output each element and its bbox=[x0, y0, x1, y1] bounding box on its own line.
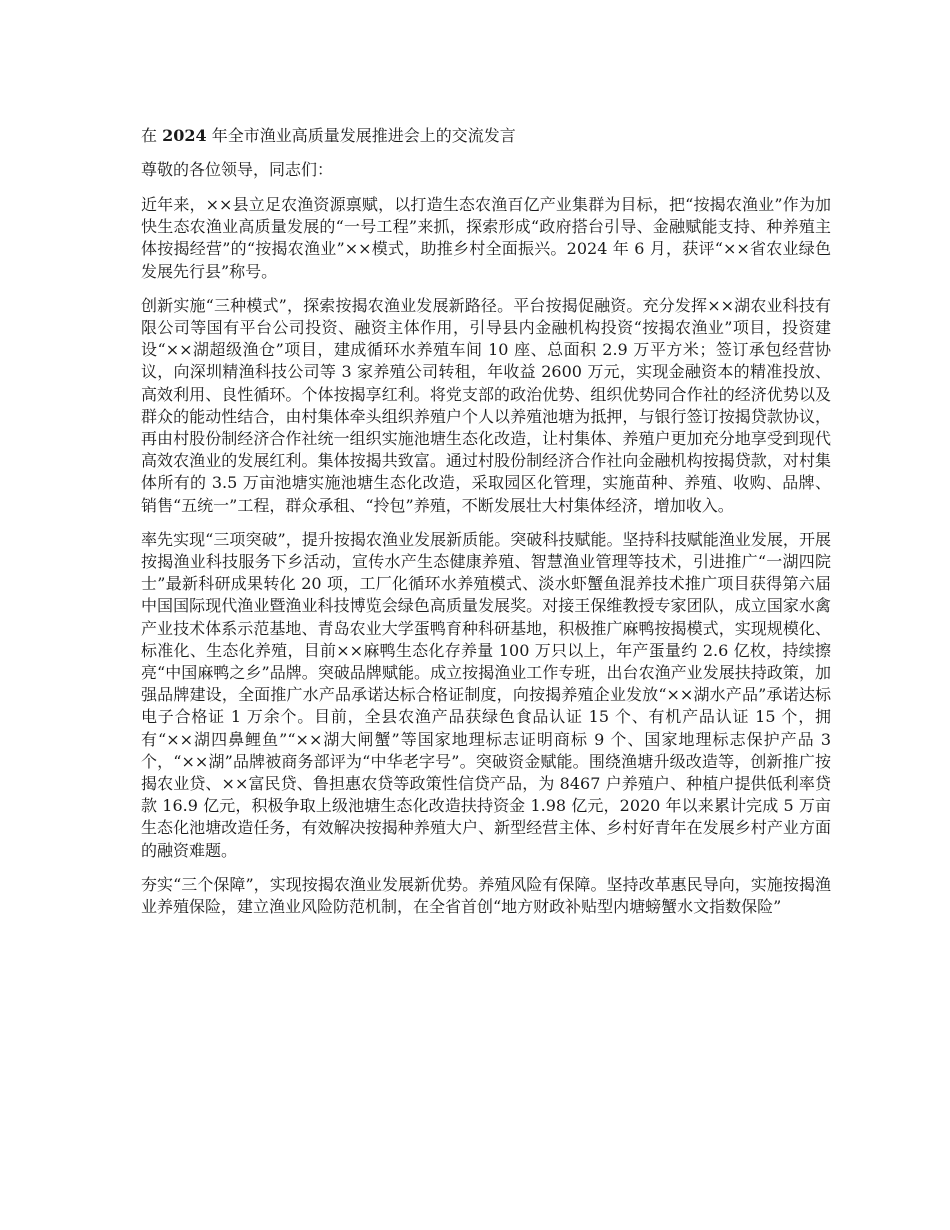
title-year: 2024 bbox=[162, 126, 207, 145]
paragraph-three-breakthroughs: 率先实现“三项突破”，提升按揭农渔业发展新质能。突破科技赋能。坚持科技赋能渔业发展，开展按揭渔业科技服务下乡活动，宣传水产生态健康养殖、智慧渔业管理等技术，引进推广“一湖四院士”最新科研成果转化 20 项，工厂化循环水养殖模式、淡水虾蟹鱼混养技术推广项目获得第六届中国国际现代渔业暨渔业科技博览会绿色高质量发展奖。对接王保维教授专家团队，成立国家水禽产业技术体系示范基地、青岛农业大学蛋鸭育种科研基地，积极推广麻鸭按揭模式，实现规模化、标准化、生态化养殖，目前××麻鸭生态化存养量 100 万只以上，年产蛋量约 2.6 亿枚，持续擦亮“中国麻鸭之乡”品牌。突破品牌赋能。成立按揭渔业工作专班，出台农渔产业发展扶持政策，加强品牌建设，全面推广水产品承诺达标合格证制度，向按揭养殖企业发放“××湖水产品”承诺达标电子合格证 1 万余个。目前，全县农渔产品获绿色食品认证 15 个、有机产品认证 15 个，拥有“××湖四鼻鲤鱼”“××湖大闸蟹”等国家地理标志证明商标 9 个、国家地理标志保护产品 3 个，“××湖”品牌被商务部评为“中华老字号”。突破资金赋能。围绕渔塘升级改造等，创新推广按揭农业贷、××富民贷、鲁担惠农贷等政策性信贷产品，为 8467 户养殖户、种植户提供低利率贷款 16.9 亿元，积极争取上级池塘生态化改造扶持资金 1.98 亿元，2020 年以来累计完成 5 万亩生态化池塘改造任务，有效解决按揭种养殖大户、新型经营主体、乡村好青年在发展乡村产业方面的融资难题。 bbox=[141, 529, 831, 860]
title-suffix: 年全市渔业高质量发展推进会上的交流发言 bbox=[211, 126, 516, 145]
paragraph-three-guarantees: 夯实“三个保障”，实现按揭农渔业发展新优势。养殖风险有保障。坚持改革惠民导向，实施按揭渔业养殖保险，建立渔业风险防范机制，在全省首创“地方财政补贴型内塘螃蟹水文指数保险” bbox=[141, 874, 831, 917]
paragraph-three-models: 创新实施“三种模式”，探索按揭农渔业发展新路径。平台按揭促融资。充分发挥××湖农业科技有限公司等国有平台公司投资、融资主体作用，引导县内金融机构投资“按揭农渔业”项目，投资建设“××湖超级渔仓”项目，建成循环水养殖车间 10 座、总面积 2.9 万平方米；签订承包经营协议，向深圳精渔科技公司等 3 家养殖公司转租，年收益 2600 万元，实现金融资本的精准投放、高效利用、良性循环。个体按揭享红利。将党支部的政治优势、组织优势同合作社的经济优势以及群众的能动性结合，由村集体牵头组织养殖户个人以养殖池塘为抵押，与银行签订按揭贷款协议，再由村股份制经济合作社统一组织实施池塘生态化改造，让村集体、养殖户更加充分地享受到现代高效农渔业的发展红利。集体按揭共致富。通过村股份制经济合作社向金融机构按揭贷款，对村集体所有的 3.5 万亩池塘实施池塘生态化改造，采取园区化管理，实施苗种、养殖、收购、品牌、销售“五统一”工程，群众承租、“拎包”养殖，不断发展壮大村集体经济，增加收入。 bbox=[141, 295, 831, 515]
document-page bbox=[141, 122, 831, 930]
greeting: 尊敬的各位领导，同志们： bbox=[141, 160, 334, 179]
title-prefix: 在 bbox=[141, 126, 158, 145]
paragraph-intro: 近年来，××县立足农渔资源禀赋，以打造生态农渔百亿产业集群为目标，把“按揭农渔业”作为加快生态农渔业高质量发展的“一号工程”来抓，探索形成“政府搭台引导、金融赋能支持、种养殖主体按揭经营”的“按揭农渔业”××模式，助推乡村全面振兴。2024 年 6 月，获评“××省农业绿色发展先行县”称号。 bbox=[141, 195, 831, 281]
document-title bbox=[141, 122, 831, 150]
